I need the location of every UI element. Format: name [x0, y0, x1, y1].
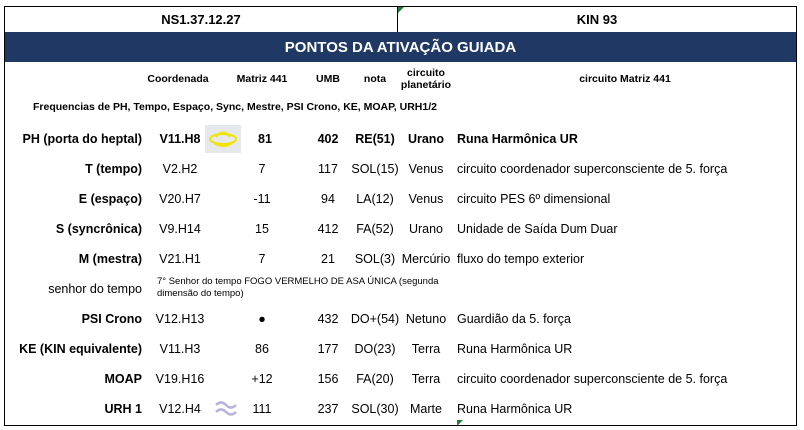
- senhor-do-tempo-text: 7° Senhor do tempo FOGO VERMELHO DE ASA ÚNICA (segunda dimensão do tempo): [157, 276, 439, 299]
- row-umb: 21: [321, 252, 335, 266]
- frequencias-note: Frequencias de PH, Tempo, Espaço, Sync, Mestre, PSI Crono, KE, MOAP, URH1/2: [33, 101, 437, 113]
- row-coord: V9.H14: [159, 222, 201, 236]
- row-umb: 94: [321, 192, 335, 206]
- row-nota: DO(23): [354, 342, 396, 356]
- row-label: M (mestra): [78, 252, 142, 266]
- row-nota: SOL(3): [354, 252, 396, 266]
- row-planet: Venus: [408, 162, 444, 176]
- table-row: [5, 214, 796, 244]
- row-nota: FA(20): [356, 372, 394, 386]
- row-circuito: circuito coordenador superconsciente de 5. força: [457, 372, 728, 386]
- row-nota: LA(12): [356, 192, 394, 206]
- row-coord: V2.H2: [162, 162, 198, 176]
- cell-marker-icon: [398, 7, 404, 13]
- row-umb: 177: [317, 342, 339, 356]
- row-matriz: -11: [253, 192, 271, 206]
- row-planet: Terra: [411, 372, 441, 386]
- col-planetario: [396, 67, 456, 91]
- row-matriz: 7: [258, 252, 266, 266]
- row-planet: Mercúrio: [401, 252, 451, 266]
- row-label: T (tempo): [85, 162, 142, 176]
- row-label: senhor do tempo: [48, 282, 142, 296]
- row-nota: DO+(54): [350, 312, 400, 326]
- row-circuito: Runa Harmônica UR: [457, 402, 573, 416]
- row-matriz: ●: [258, 312, 266, 326]
- row-circuito: Guardião da 5. força: [457, 312, 571, 326]
- row-planet: Netuno: [405, 312, 447, 326]
- col-planetario-line1: circuito: [407, 67, 445, 79]
- row-nota: FA(52): [356, 222, 394, 236]
- row-label: MOAP: [104, 372, 142, 386]
- header-left-code: NS1.37.12.27: [5, 7, 398, 32]
- cell-marker-icon: [457, 420, 463, 426]
- row-coord: V12.H4: [159, 402, 201, 416]
- row-nota: SOL(30): [351, 402, 399, 416]
- row-planet: Terra: [411, 342, 441, 356]
- row-matriz: +12: [251, 372, 273, 386]
- col-circuito-matriz: circuito Matriz 441: [579, 73, 671, 85]
- row-label: PSI Crono: [81, 312, 142, 326]
- row-umb: 237: [317, 402, 339, 416]
- row-planet: Urano: [408, 222, 444, 236]
- row-label: KE (KIN equivalente): [19, 342, 142, 356]
- table-row: [5, 394, 796, 424]
- row-matriz: 7: [258, 162, 266, 176]
- row-circuito: Runa Harmônica UR: [457, 342, 573, 356]
- row-circuito: fluxo do tempo exterior: [457, 252, 585, 266]
- row-nota: SOL(15): [351, 162, 399, 176]
- row-circuito: circuito PES 6º dimensional: [457, 192, 611, 206]
- row-coord: V11.H8: [159, 132, 201, 146]
- row-label: URH 1: [104, 402, 142, 416]
- table-row: [5, 304, 796, 334]
- row-coord: V11.H3: [159, 342, 201, 356]
- row-label: PH (porta do heptal): [22, 132, 142, 146]
- col-umb: UMB: [316, 73, 340, 85]
- row-planet: Urano: [407, 132, 445, 146]
- row-umb: 432: [317, 312, 339, 326]
- table-row: [5, 334, 796, 364]
- row-planet: Venus: [408, 192, 444, 206]
- table-row: [5, 364, 796, 394]
- header-right-code: KIN 93: [576, 12, 618, 27]
- table-row: [5, 244, 796, 274]
- table-row: [5, 274, 796, 304]
- col-nota: nota: [363, 73, 387, 85]
- col-coordenada: Coordenada: [147, 73, 209, 85]
- row-label: E (espaço): [78, 192, 142, 206]
- row-label: S (syncrônica): [55, 222, 142, 236]
- row-umb: 402: [317, 132, 339, 146]
- row-matriz: 15: [255, 222, 269, 236]
- activation-sheet: [4, 6, 797, 426]
- row-umb: 117: [318, 162, 338, 176]
- row-circuito: Unidade de Saída Dum Duar: [457, 222, 618, 236]
- col-planetario-line2: planetário: [400, 79, 452, 91]
- row-umb: 156: [317, 372, 339, 386]
- table-row: [5, 184, 796, 214]
- row-circuito: circuito coordenador superconsciente de 5. força: [457, 162, 728, 176]
- row-coord: V20.H7: [159, 192, 201, 206]
- section-title: PONTOS DA ATIVAÇÃO GUIADA: [5, 32, 796, 62]
- table-row: [5, 124, 796, 154]
- row-planet: Marte: [410, 402, 442, 416]
- row-umb: 412: [317, 222, 339, 236]
- table-row: [5, 154, 796, 184]
- row-circuito: Runa Harmônica UR: [457, 132, 578, 146]
- row-coord: V12.H13: [155, 312, 205, 326]
- row-coord: V21.H1: [159, 252, 201, 266]
- row-matriz: 86: [255, 342, 269, 356]
- row-coord: V19.H16: [155, 372, 205, 386]
- col-matriz: Matriz 441: [236, 73, 288, 85]
- row-matriz: 81: [258, 132, 272, 146]
- row-nota: RE(51): [355, 132, 395, 146]
- row-matriz: 111: [252, 402, 272, 416]
